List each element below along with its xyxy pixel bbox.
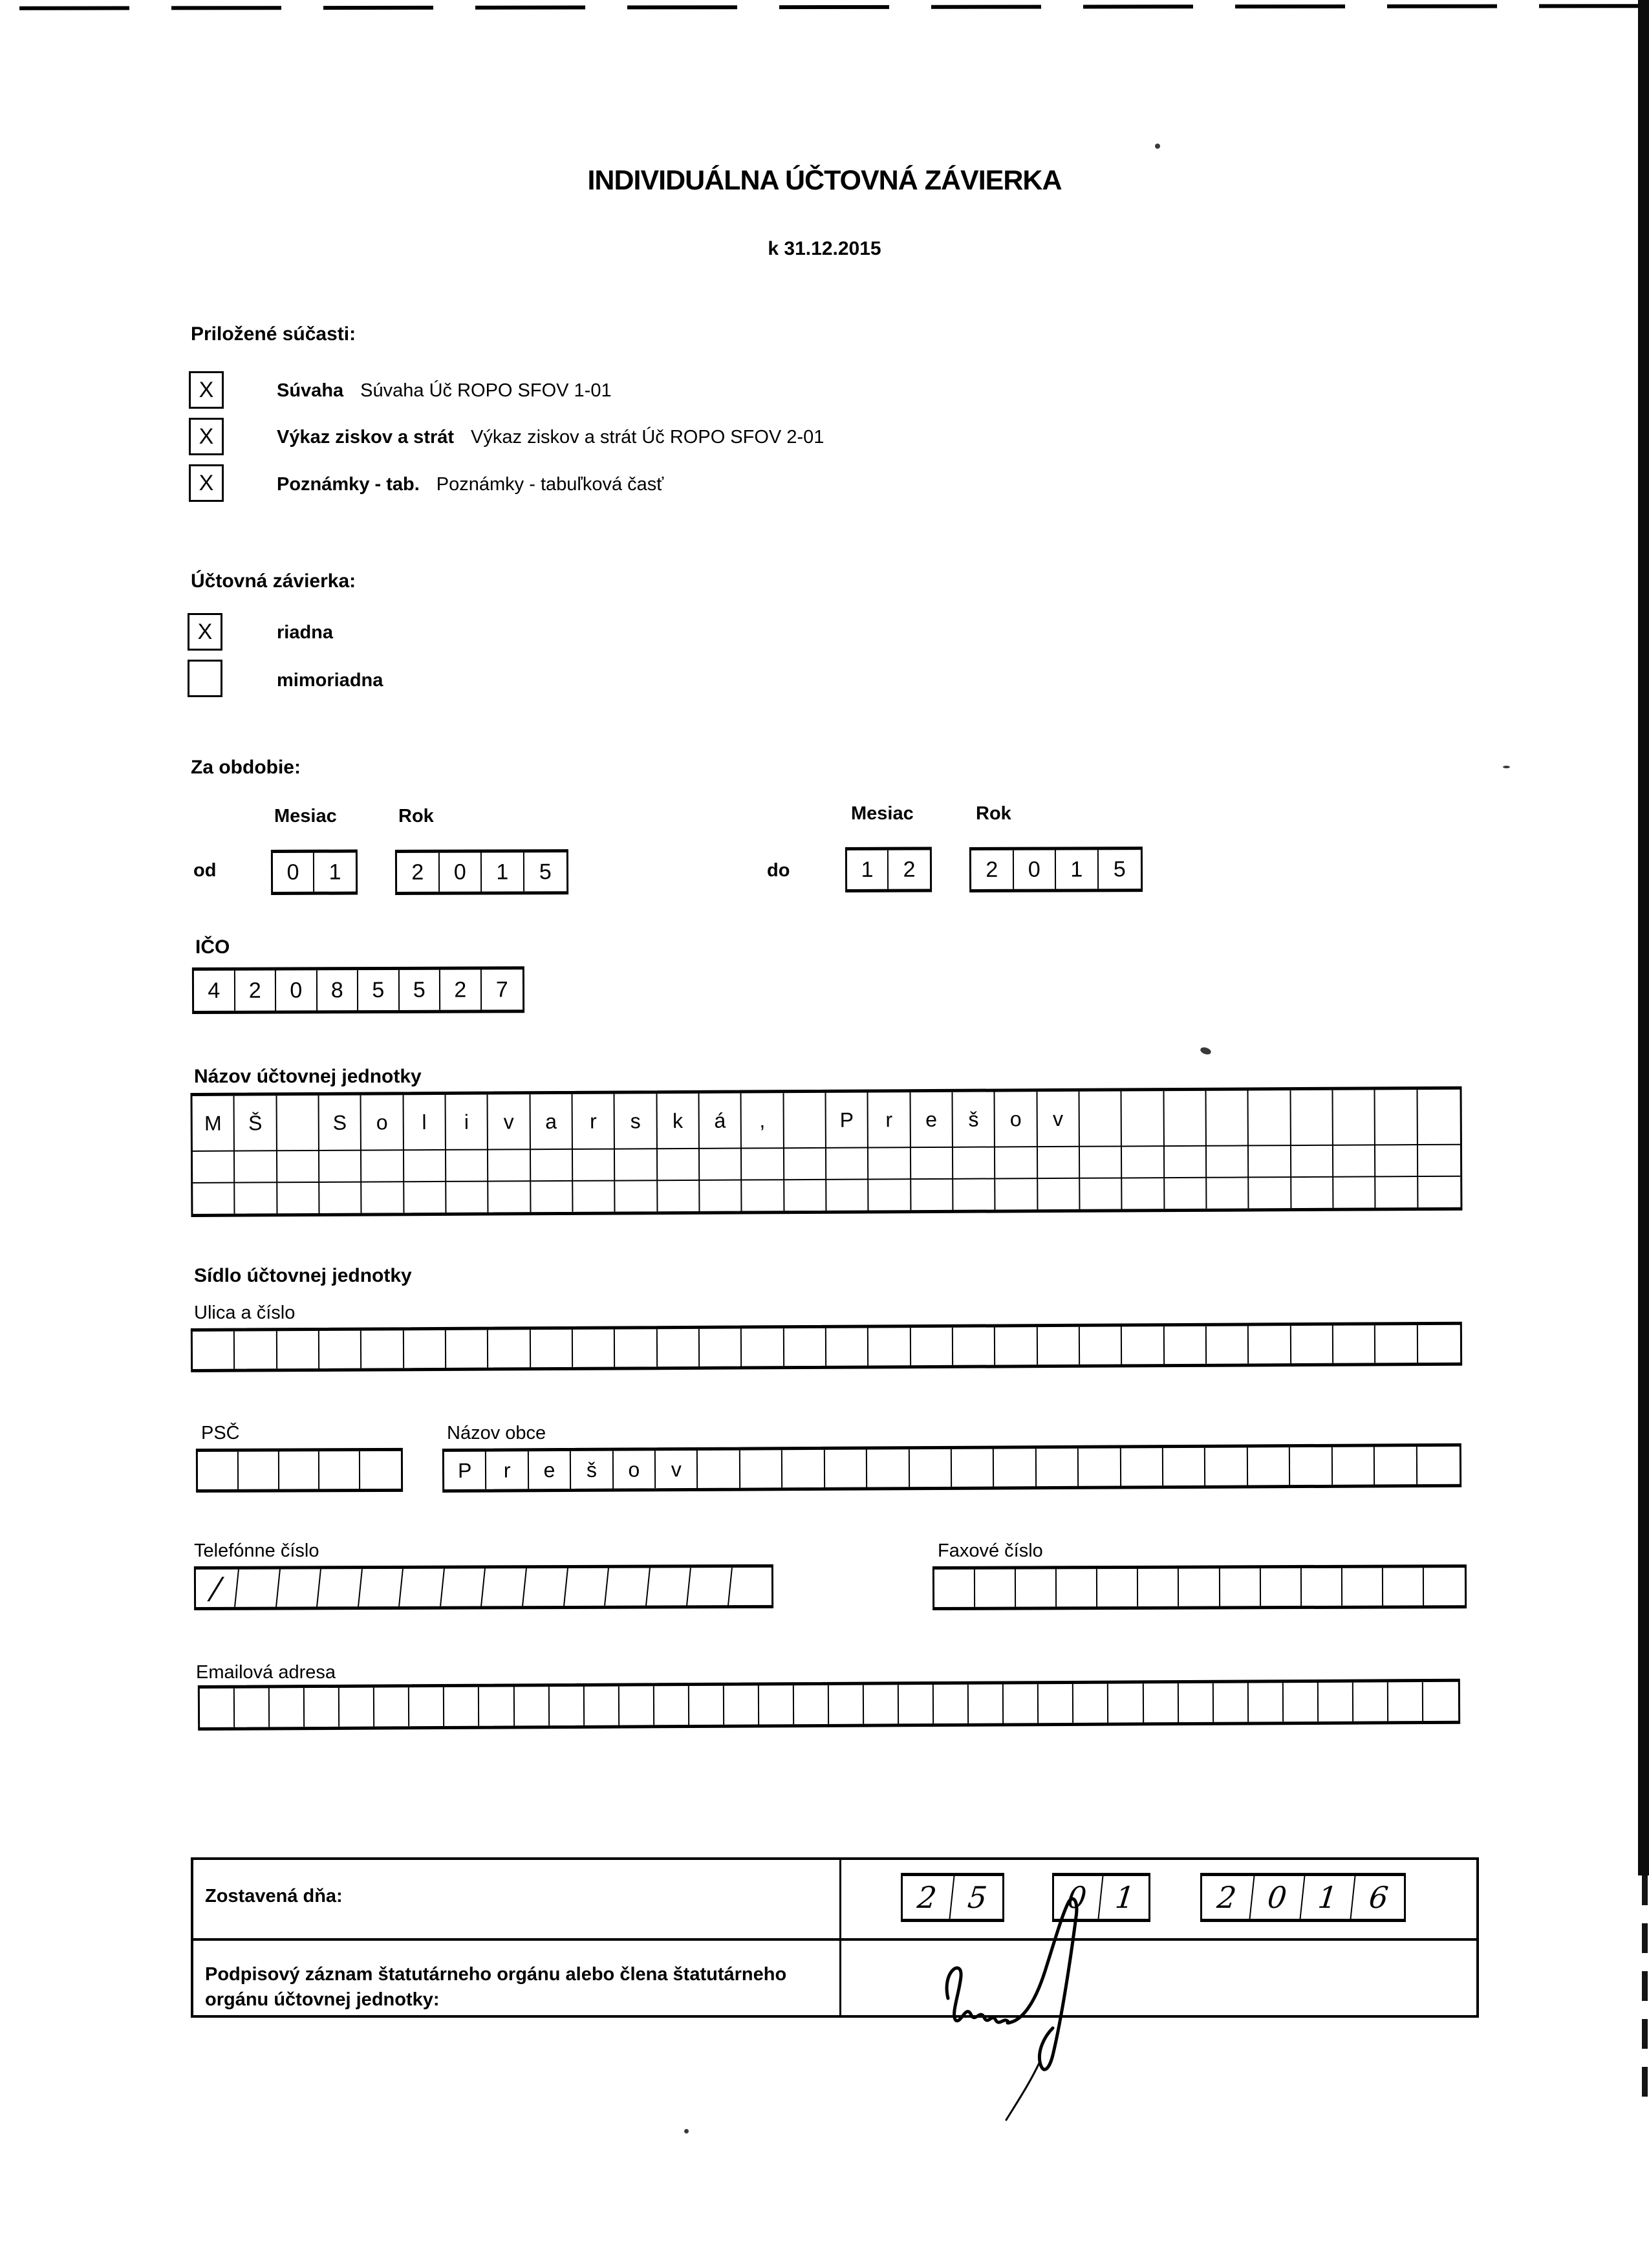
grid-cell[interactable] xyxy=(658,1149,700,1181)
grid-cell[interactable] xyxy=(1249,1146,1291,1178)
grid-cell[interactable] xyxy=(700,1181,742,1211)
grid-cell[interactable] xyxy=(339,1688,374,1727)
grid-cell[interactable] xyxy=(1080,1326,1123,1364)
email-grid xyxy=(198,1679,1460,1731)
scan-speck xyxy=(684,2129,689,2133)
grid-cell[interactable] xyxy=(1207,1146,1249,1178)
grid-cell[interactable]: 1 xyxy=(482,852,524,891)
grid-cell[interactable] xyxy=(1423,1682,1458,1721)
period-from-year-grid xyxy=(395,849,568,895)
grid-cell[interactable]: e xyxy=(529,1451,572,1489)
grid-cell[interactable]: 5 xyxy=(966,1880,989,1915)
grid-cell[interactable] xyxy=(573,1330,616,1367)
grid-cell[interactable] xyxy=(658,1181,700,1211)
grid-cell[interactable]: 2 xyxy=(440,969,482,1010)
year-label-from: Rok xyxy=(398,806,434,826)
scan-speck xyxy=(1503,766,1510,768)
grid-cell[interactable]: 1 xyxy=(847,850,889,889)
signature xyxy=(925,1895,1158,2128)
grid-cell[interactable]: r xyxy=(868,1092,911,1148)
grid-cell[interactable] xyxy=(700,1329,742,1366)
grid-cell[interactable] xyxy=(1333,1177,1376,1207)
grid-cell[interactable] xyxy=(867,1449,910,1487)
grid-cell[interactable]: 0 xyxy=(276,970,318,1010)
grid-cell[interactable] xyxy=(825,1450,868,1487)
grid-cell[interactable] xyxy=(759,1685,794,1724)
grid-cell[interactable] xyxy=(1302,1568,1342,1606)
grid-cell[interactable] xyxy=(782,1450,825,1487)
grid-cell[interactable] xyxy=(235,1183,278,1213)
grid-cell[interactable]: e xyxy=(911,1092,953,1148)
grid-cell[interactable] xyxy=(1249,1178,1292,1208)
address-heading: Sídlo účtovnej jednotky xyxy=(194,1265,412,1286)
grid-cell[interactable] xyxy=(1383,1568,1424,1605)
grid-cell[interactable] xyxy=(700,1149,742,1181)
grid-cell[interactable] xyxy=(404,1182,447,1213)
grid-cell[interactable]: v xyxy=(488,1094,531,1150)
period-to-year-grid xyxy=(969,847,1143,892)
grid-cell[interactable]: 4 xyxy=(194,971,235,1011)
grid-cell[interactable]: M xyxy=(193,1096,235,1152)
attachment-description: Súvaha Úč ROPO SFOV 1-01 xyxy=(360,380,612,401)
attachment-label: Výkaz ziskov a strát xyxy=(277,427,455,448)
grid-cell[interactable]: l xyxy=(404,1095,446,1150)
scan-artifact-right-strip xyxy=(1638,0,1649,1875)
street-label: Ulica a číslo xyxy=(194,1302,296,1323)
grid-cell[interactable] xyxy=(1080,1178,1123,1209)
grid-cell[interactable] xyxy=(279,1451,319,1489)
grid-cell[interactable] xyxy=(235,1151,277,1183)
grid-cell[interactable] xyxy=(239,1452,279,1489)
grid-cell[interactable] xyxy=(1080,1091,1123,1147)
prepared-date-label: Zostavená dňa: xyxy=(205,1886,343,1906)
psc-label: PSČ xyxy=(201,1423,240,1443)
grid-cell[interactable]: 5 xyxy=(399,970,440,1010)
grid-cell[interactable] xyxy=(784,1328,826,1366)
grid-cell[interactable] xyxy=(1037,1327,1080,1365)
grid-cell[interactable] xyxy=(1417,1447,1460,1484)
attachment-description: Poznámky - tabuľková časť xyxy=(436,474,664,495)
grid-cell[interactable]: š xyxy=(571,1451,614,1489)
phone-label: Telefónne číslo xyxy=(194,1540,319,1561)
grid-cell[interactable] xyxy=(742,1149,784,1180)
grid-cell[interactable] xyxy=(654,1686,689,1725)
grid-cell[interactable] xyxy=(1417,1090,1460,1145)
grid-cell[interactable]: 5 xyxy=(1113,856,1126,881)
grid-cell[interactable] xyxy=(794,1685,829,1724)
grid-cell[interactable] xyxy=(1418,1177,1461,1207)
grid-cell[interactable] xyxy=(829,1685,864,1724)
grid-cell[interactable] xyxy=(446,1330,489,1368)
grid-cell[interactable]: 0 xyxy=(1251,1876,1306,1919)
grid-cell[interactable] xyxy=(934,1570,975,1607)
grid-cell[interactable] xyxy=(1319,1683,1353,1722)
grid-cell[interactable] xyxy=(740,1450,783,1487)
grid-cell[interactable] xyxy=(969,1684,1004,1723)
grid-cell[interactable] xyxy=(646,1568,691,1605)
period-to-month-grid xyxy=(845,847,932,892)
grid-cell[interactable] xyxy=(235,1331,277,1368)
grid-cell[interactable] xyxy=(1165,1147,1207,1178)
grid-cell[interactable] xyxy=(1375,1090,1418,1145)
grid-cell[interactable] xyxy=(318,1569,362,1606)
grid-cell[interactable] xyxy=(1333,1447,1375,1484)
grid-cell[interactable] xyxy=(277,1151,320,1183)
checkbox-mimoriadna[interactable] xyxy=(188,660,222,697)
grid-cell[interactable] xyxy=(235,1570,280,1607)
city-label: Názov obce xyxy=(447,1423,546,1443)
grid-cell[interactable] xyxy=(319,1183,362,1213)
grid-cell[interactable] xyxy=(1342,1568,1383,1606)
grid-cell[interactable] xyxy=(1249,1326,1291,1363)
grid-cell[interactable] xyxy=(277,1183,320,1213)
grid-cell[interactable]: 5 xyxy=(539,859,552,884)
grid-cell[interactable]: S xyxy=(319,1096,362,1151)
grid-cell[interactable] xyxy=(909,1449,952,1487)
grid-cell[interactable] xyxy=(1207,1090,1249,1146)
grid-cell[interactable] xyxy=(934,1685,969,1723)
grid-cell[interactable] xyxy=(1108,1683,1143,1722)
grid-cell[interactable] xyxy=(584,1687,619,1725)
grid-cell[interactable] xyxy=(488,1150,531,1182)
grid-cell[interactable] xyxy=(404,1150,447,1182)
grid-cell[interactable] xyxy=(1213,1683,1248,1722)
grid-cell[interactable] xyxy=(1388,1682,1423,1721)
grid-cell[interactable] xyxy=(1291,1146,1334,1178)
grid-cell[interactable] xyxy=(1248,1447,1291,1485)
date-year-grid xyxy=(1200,1873,1406,1922)
grid-cell[interactable] xyxy=(1291,1326,1333,1363)
grid-cell[interactable]: r xyxy=(486,1451,529,1489)
grid-cell[interactable] xyxy=(305,1688,339,1727)
scan-speck xyxy=(1155,144,1160,149)
grid-cell[interactable] xyxy=(868,1148,911,1180)
entity-name-grid xyxy=(190,1086,1462,1217)
grid-cell[interactable]: 6 xyxy=(1367,1880,1390,1915)
grid-cell[interactable] xyxy=(616,1181,658,1211)
grid-cell[interactable] xyxy=(1138,1569,1179,1606)
grid-cell[interactable] xyxy=(1057,1569,1097,1606)
grid-cell[interactable]: 2 xyxy=(971,850,1014,889)
fax-grid xyxy=(932,1564,1467,1610)
grid-cell[interactable]: v xyxy=(656,1451,698,1488)
signature-label: Podpisový záznam štatutárneho orgánu alebo člena štatutárneho orgánu účtovnej jednotky: xyxy=(205,1964,787,2011)
scan-speck xyxy=(1200,1046,1212,1056)
grid-cell[interactable] xyxy=(728,1568,773,1605)
grid-cell[interactable] xyxy=(953,1147,996,1179)
grid-cell[interactable] xyxy=(573,1182,616,1212)
grid-cell[interactable]: 0 xyxy=(1052,1876,1104,1919)
grid-cell[interactable]: 8 xyxy=(317,970,358,1010)
grid-cell[interactable] xyxy=(742,1328,784,1366)
email-label: Emailová adresa xyxy=(196,1662,336,1683)
grid-cell[interactable] xyxy=(698,1451,740,1488)
grid-cell[interactable] xyxy=(1038,1179,1081,1209)
grid-cell[interactable] xyxy=(1424,1568,1465,1605)
year-label-to: Rok xyxy=(976,803,1011,824)
grid-cell[interactable] xyxy=(1333,1090,1375,1145)
grid-cell[interactable] xyxy=(235,1688,270,1727)
grid-cell[interactable] xyxy=(573,1150,616,1182)
grid-cell[interactable]: a xyxy=(530,1094,573,1150)
grid-cell[interactable]: 5 xyxy=(358,970,400,1010)
grid-cell[interactable] xyxy=(1179,1568,1220,1606)
grid-cell[interactable]: 0 xyxy=(1013,850,1056,889)
grid-cell[interactable] xyxy=(1205,1447,1248,1485)
grid-cell[interactable]: 2 xyxy=(397,853,440,892)
grid-cell[interactable] xyxy=(1178,1683,1213,1722)
grid-cell[interactable] xyxy=(615,1149,658,1181)
grid-cell[interactable] xyxy=(523,1568,568,1606)
grid-cell[interactable] xyxy=(1284,1683,1319,1722)
grid-cell[interactable] xyxy=(1207,1326,1249,1363)
grid-cell[interactable] xyxy=(362,1182,405,1213)
period-from-month-grid xyxy=(271,850,358,895)
grid-cell[interactable] xyxy=(1333,1145,1376,1177)
grid-cell[interactable]: 0 xyxy=(273,853,314,892)
closing-type-heading: Účtovná závierka: xyxy=(191,570,356,592)
grid-cell[interactable] xyxy=(742,1180,785,1211)
grid-cell[interactable] xyxy=(1038,1147,1081,1179)
month-label-to: Mesiac xyxy=(851,803,914,824)
psc-grid xyxy=(196,1448,403,1493)
grid-cell[interactable] xyxy=(615,1329,658,1366)
checkbox-suvaha[interactable]: X xyxy=(189,371,224,409)
grid-cell[interactable] xyxy=(1333,1325,1376,1363)
grid-cell[interactable] xyxy=(1165,1178,1207,1209)
grid-cell[interactable] xyxy=(479,1687,514,1725)
grid-cell[interactable] xyxy=(899,1685,934,1723)
grid-cell[interactable] xyxy=(530,1330,573,1367)
grid-cell[interactable] xyxy=(1122,1091,1165,1147)
grid-cell[interactable]: , xyxy=(742,1093,784,1149)
attachment-row xyxy=(277,427,824,448)
grid-cell[interactable] xyxy=(1122,1326,1165,1364)
grid-cell[interactable] xyxy=(1097,1569,1138,1606)
grid-cell[interactable] xyxy=(482,1568,526,1606)
grid-cell[interactable] xyxy=(868,1328,911,1365)
option-label-mimoriadna: mimoriadna xyxy=(277,670,383,691)
grid-cell[interactable] xyxy=(1207,1178,1249,1208)
grid-cell[interactable] xyxy=(549,1687,584,1725)
grid-cell[interactable] xyxy=(488,1330,531,1367)
grid-cell[interactable] xyxy=(1004,1684,1039,1723)
grid-cell[interactable]: s xyxy=(615,1094,658,1149)
grid-cell[interactable] xyxy=(276,1569,321,1606)
grid-cell[interactable] xyxy=(1080,1147,1123,1178)
grid-cell[interactable] xyxy=(1353,1682,1388,1721)
grid-cell[interactable] xyxy=(619,1686,654,1725)
grid-cell[interactable] xyxy=(605,1568,650,1606)
attachments-heading: Priložené súčasti: xyxy=(191,323,356,345)
grid-cell[interactable]: v xyxy=(1037,1092,1080,1147)
grid-cell[interactable] xyxy=(440,1568,485,1606)
grid-cell[interactable] xyxy=(657,1329,700,1366)
grid-cell[interactable] xyxy=(489,1182,532,1212)
grid-cell[interactable] xyxy=(446,1150,489,1182)
scan-artifact-right-strip-tail xyxy=(1642,1875,1648,2108)
grid-cell[interactable]: P xyxy=(444,1452,487,1489)
grid-cell[interactable] xyxy=(953,1327,996,1365)
grid-cell[interactable] xyxy=(826,1328,869,1366)
city-grid xyxy=(442,1443,1461,1493)
grid-cell[interactable]: o xyxy=(995,1092,1038,1147)
page-title: INDIVIDUÁLNA ÚČTOVNÁ ZÁVIERKA xyxy=(587,165,1062,196)
grid-cell[interactable] xyxy=(864,1685,899,1723)
grid-cell[interactable] xyxy=(360,1451,401,1489)
grid-cell[interactable] xyxy=(374,1687,409,1726)
grid-cell[interactable] xyxy=(1016,1569,1057,1606)
grid-cell[interactable] xyxy=(1163,1448,1206,1485)
attachment-label: Poznámky - tab. xyxy=(277,474,420,495)
grid-cell[interactable] xyxy=(400,1569,444,1606)
grid-cell[interactable] xyxy=(994,1449,1037,1486)
grid-cell[interactable] xyxy=(446,1182,489,1213)
grid-cell[interactable] xyxy=(1249,1090,1291,1146)
period-heading: Za obdobie: xyxy=(191,757,301,778)
grid-cell[interactable] xyxy=(784,1149,827,1180)
grid-cell[interactable] xyxy=(1291,1090,1333,1146)
grid-cell[interactable]: 1 xyxy=(329,859,341,885)
checkbox-riadna[interactable]: X xyxy=(188,613,222,651)
grid-cell[interactable] xyxy=(1220,1568,1260,1606)
grid-cell[interactable] xyxy=(319,1451,360,1489)
grid-cell[interactable]: 2 xyxy=(901,1876,955,1919)
grid-cell[interactable] xyxy=(409,1687,444,1726)
grid-cell[interactable] xyxy=(444,1687,479,1726)
grid-cell[interactable] xyxy=(1164,1091,1207,1147)
grid-cell[interactable] xyxy=(1122,1147,1165,1178)
grid-cell[interactable]: P xyxy=(826,1093,869,1149)
grid-cell[interactable] xyxy=(1376,1177,1419,1207)
grid-cell[interactable] xyxy=(200,1689,235,1727)
grid-cell[interactable] xyxy=(193,1152,235,1183)
grid-cell[interactable] xyxy=(270,1688,305,1727)
grid-cell[interactable] xyxy=(1123,1178,1165,1209)
grid-cell[interactable] xyxy=(358,1569,403,1606)
grid-cell[interactable] xyxy=(1248,1683,1283,1722)
grid-cell[interactable] xyxy=(687,1568,732,1605)
from-label: od xyxy=(193,860,217,881)
grid-cell[interactable] xyxy=(1375,1145,1418,1177)
grid-cell[interactable]: k xyxy=(657,1094,700,1149)
grid-cell[interactable]: 2 xyxy=(235,971,276,1011)
grid-cell[interactable] xyxy=(826,1180,869,1211)
grid-cell[interactable] xyxy=(531,1182,574,1212)
entity-name-label: Názov účtovnej jednotky xyxy=(194,1066,422,1087)
option-label-riadna: riadna xyxy=(277,622,334,643)
grid-cell[interactable] xyxy=(1291,1178,1334,1208)
grid-cell[interactable]: 0 xyxy=(439,853,482,892)
grid-cell[interactable] xyxy=(724,1685,759,1724)
grid-cell[interactable] xyxy=(911,1180,954,1210)
grid-cell[interactable] xyxy=(995,1147,1038,1179)
page-subtitle: k 31.12.2015 xyxy=(768,238,881,259)
grid-cell[interactable] xyxy=(1417,1325,1460,1363)
grid-cell[interactable] xyxy=(319,1331,362,1368)
fax-label: Faxové číslo xyxy=(938,1540,1043,1561)
grid-cell[interactable] xyxy=(953,1179,996,1209)
grid-cell[interactable] xyxy=(1375,1325,1418,1363)
grid-cell[interactable] xyxy=(564,1568,609,1606)
grid-cell[interactable]: 1 xyxy=(1301,1876,1356,1919)
grid-cell[interactable] xyxy=(1375,1447,1417,1484)
grid-cell[interactable] xyxy=(826,1149,869,1180)
attachment-label: Súvaha xyxy=(277,380,344,401)
ico-label: IČO xyxy=(195,936,230,958)
grid-cell[interactable] xyxy=(996,1179,1039,1209)
phone-grid xyxy=(194,1564,773,1610)
grid-cell[interactable] xyxy=(911,1328,953,1365)
grid-cell[interactable] xyxy=(1079,1449,1121,1486)
grid-cell[interactable] xyxy=(1290,1447,1333,1485)
grid-cell[interactable]: i xyxy=(446,1095,489,1150)
grid-cell[interactable] xyxy=(1037,1449,1079,1486)
grid-cell[interactable] xyxy=(784,1093,826,1149)
grid-cell[interactable] xyxy=(361,1150,404,1182)
grid-cell[interactable] xyxy=(1143,1683,1178,1722)
checkbox-poznamky[interactable]: X xyxy=(189,464,224,502)
grid-cell[interactable] xyxy=(1039,1684,1073,1723)
grid-cell[interactable] xyxy=(784,1180,827,1211)
grid-cell[interactable] xyxy=(975,1570,1016,1607)
grid-cell[interactable] xyxy=(995,1327,1038,1365)
grid-cell[interactable] xyxy=(869,1180,912,1210)
scan-artifact-top-line xyxy=(19,4,1639,10)
grid-cell[interactable]: / xyxy=(194,1570,239,1607)
grid-cell[interactable]: 1 xyxy=(1114,1880,1136,1915)
checkbox-vykaz[interactable]: X xyxy=(189,418,224,455)
grid-cell[interactable] xyxy=(319,1151,362,1183)
street-grid xyxy=(191,1322,1462,1372)
attachment-row xyxy=(277,474,663,495)
grid-cell[interactable]: o xyxy=(614,1451,656,1488)
grid-cell[interactable] xyxy=(1073,1684,1108,1723)
grid-cell[interactable] xyxy=(911,1148,954,1180)
attachment-row xyxy=(277,380,612,402)
grid-cell[interactable] xyxy=(361,1330,404,1368)
grid-cell[interactable]: 1 xyxy=(1056,850,1099,889)
grid-cell[interactable]: š xyxy=(953,1092,996,1147)
grid-cell[interactable] xyxy=(193,1332,235,1369)
attachment-description: Výkaz ziskov a strát Úč ROPO SFOV 2-01 xyxy=(471,427,824,448)
grid-cell[interactable]: r xyxy=(573,1094,616,1150)
month-label-from: Mesiac xyxy=(274,806,337,826)
grid-cell[interactable] xyxy=(277,1331,320,1368)
to-label: do xyxy=(767,860,790,881)
grid-cell[interactable] xyxy=(193,1183,235,1214)
grid-cell[interactable] xyxy=(198,1452,239,1489)
grid-cell[interactable]: Š xyxy=(235,1096,277,1151)
grid-cell[interactable] xyxy=(1164,1326,1207,1364)
grid-cell[interactable] xyxy=(277,1096,319,1151)
grid-cell[interactable]: 2 xyxy=(903,857,916,882)
grid-cell[interactable] xyxy=(531,1150,574,1182)
grid-cell[interactable] xyxy=(1418,1145,1461,1177)
grid-cell[interactable] xyxy=(404,1330,446,1368)
ico-grid xyxy=(192,966,524,1014)
grid-cell[interactable]: á xyxy=(700,1094,742,1149)
grid-cell[interactable]: o xyxy=(361,1095,404,1150)
grid-cell[interactable]: 2 xyxy=(1200,1876,1255,1919)
grid-cell[interactable] xyxy=(952,1449,995,1487)
grid-cell[interactable] xyxy=(1261,1568,1302,1606)
grid-cell[interactable] xyxy=(689,1686,724,1725)
grid-cell[interactable] xyxy=(1121,1448,1163,1485)
grid-cell[interactable] xyxy=(514,1687,549,1725)
grid-cell[interactable]: 7 xyxy=(495,977,508,1002)
